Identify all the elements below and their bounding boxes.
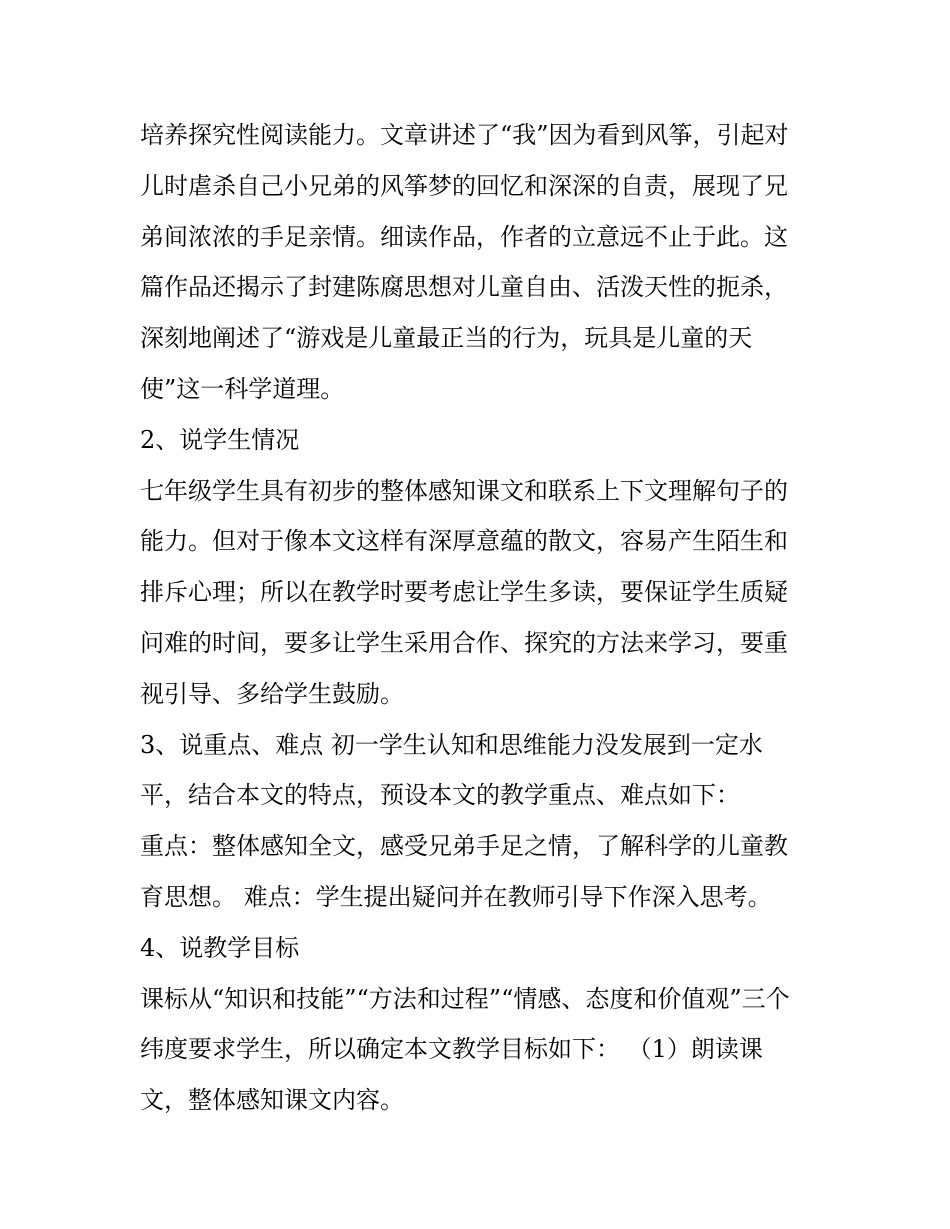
section-heading-objectives: 4、说教学目标 xyxy=(140,933,300,962)
text-line: 纬度要求学生，所以确定本文教学目标如下： （1）朗读课 xyxy=(140,1035,763,1064)
text-line: 儿时虐杀自己小兄弟的风筝梦的回忆和深深的自责，展现了兄 xyxy=(140,171,788,200)
text-line: 育思想。 难点：学生提出疑问并在教师引导下作深入思考。 xyxy=(140,882,772,911)
section-heading-students: 2、说学生情况 xyxy=(140,425,300,454)
text-line: 篇作品还揭示了封建陈腐思想对儿童自由、活泼天性的扼杀， xyxy=(140,273,788,302)
text-line: 问难的时间，要多让学生采用合作、探究的方法来学习，要重 xyxy=(140,628,788,657)
text-line: 视引导、多给学生鼓励。 xyxy=(140,679,404,708)
text-line: 排斥心理；所以在教学时要考虑让学生多读，要保证学生质疑 xyxy=(140,578,788,607)
text-line: 深刻地阐述了“游戏是儿童最正当的行为，玩具是儿童的天 xyxy=(140,324,753,353)
text-line: 重点：整体感知全文，感受兄弟手足之情，了解科学的儿童教 xyxy=(140,832,788,861)
text-line: 培养探究性阅读能力。文章讲述了“我”因为看到风筝，引起对 xyxy=(140,121,789,149)
text-line: 平，结合本文的特点，预设本文的教学重点、难点如下： xyxy=(140,781,740,810)
text-line: 七年级学生具有初步的整体感知课文和联系上下文理解句子的 xyxy=(140,476,788,505)
document-body xyxy=(140,110,812,1126)
text-line: 能力。但对于像本文这样有深厚意蕴的散文，容易产生陌生和 xyxy=(140,527,788,556)
section-heading-key-points: 3、说重点、难点 初一学生认知和思维能力没发展到一定水 xyxy=(140,730,763,759)
text-line: 课标从“知识和技能”“方法和过程”“情感、态度和价值观”三个 xyxy=(140,984,790,1013)
text-line: 使”这一科学道理。 xyxy=(140,374,345,403)
text-line: 弟间浓浓的手足亲情。细读作品，作者的立意远不止于此。这 xyxy=(140,222,788,251)
text-line: 文，整体感知课文内容。 xyxy=(140,1086,404,1115)
